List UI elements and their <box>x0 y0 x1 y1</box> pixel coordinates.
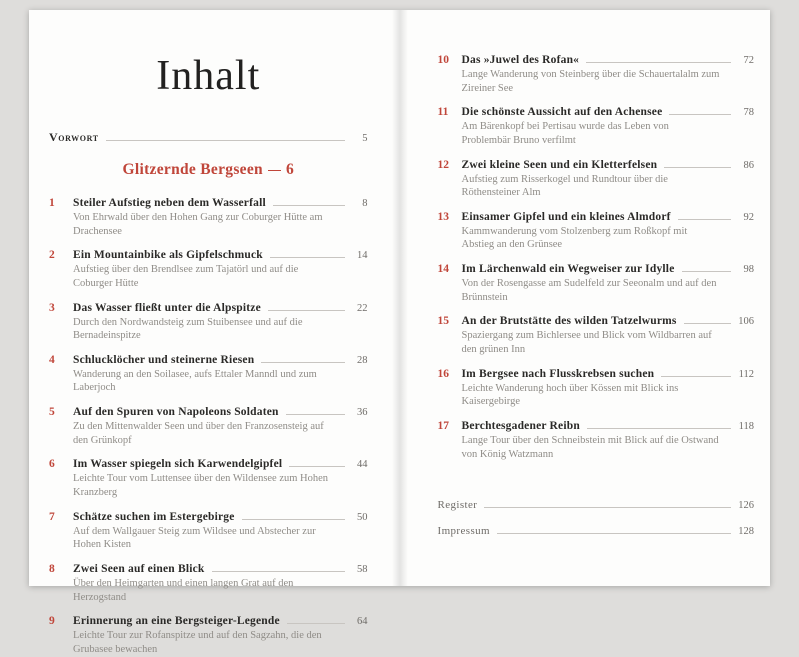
entry-number: 16 <box>437 367 449 380</box>
entry-number: 17 <box>437 419 449 432</box>
section-page: 6 <box>285 161 294 178</box>
entry-title: Auf den Spuren von Napoleons Soldaten <box>73 406 279 419</box>
entry-title: Zwei kleine Seen und ein Kletterfelsen <box>461 158 658 171</box>
entry-head <box>49 458 368 470</box>
toc-entry <box>49 302 368 343</box>
toc-entry <box>438 106 755 147</box>
footer-row <box>438 525 755 537</box>
footer-page: 126 <box>738 500 754 512</box>
toc-entry <box>438 368 755 409</box>
entry-head <box>438 159 755 171</box>
toc-entry <box>438 263 755 304</box>
leader-line <box>586 62 731 63</box>
entry-subtitle: Lange Tour über den Schneibstein mit Blick auf die Ostwand von König Watzmann <box>461 434 719 460</box>
entry-number: 9 <box>49 615 55 628</box>
leader-line <box>497 533 731 534</box>
entry-page: 118 <box>738 420 754 432</box>
entry-title: Einsamer Gipfel und ein kleines Almdorf <box>461 210 671 223</box>
toc-list-left <box>49 197 368 657</box>
entry-number: 7 <box>49 510 55 523</box>
entry-page: 8 <box>362 198 368 209</box>
leader-line <box>273 205 345 206</box>
page-title: Inhalt <box>156 53 261 99</box>
vorwort-label: Vorwort <box>49 130 99 144</box>
footer-row <box>438 499 755 511</box>
leader-line <box>682 271 732 272</box>
entry-number: 11 <box>437 106 449 119</box>
entry-subtitle: Wanderung an den Soilasee, aufs Ettaler Manndl und zum Laberjoch <box>73 368 317 394</box>
leader-line <box>669 114 731 115</box>
footer-label: Register <box>437 499 478 512</box>
leader-line <box>212 571 345 572</box>
entry-subtitle: Leichte Tour vom Luttensee über den Wildensee zum Hohen Kranzberg <box>73 473 329 499</box>
entry-title: Ein Mountainbike als Gipfelschmuck <box>73 249 263 262</box>
leader-line <box>484 507 731 508</box>
entry-title: Das »Juwel des Rofan« <box>461 54 580 66</box>
entry-head <box>49 249 368 261</box>
toc-footer <box>438 499 755 537</box>
toc-list-right <box>438 54 755 461</box>
entry-page: 28 <box>357 354 368 366</box>
left-page <box>29 10 400 655</box>
entry-subtitle: Durch den Nordwandsteig zum Stuibensee und auf die Bernadeinspitze <box>73 316 303 342</box>
entry-page: 50 <box>357 511 368 523</box>
entry-subtitle: Zu den Mittenwalder Seen und über den Franzosensteig auf den Grünkopf <box>73 421 324 446</box>
entry-page: 58 <box>357 563 368 575</box>
entry-number: 1 <box>49 197 55 209</box>
leader-line <box>287 623 345 624</box>
entry-number: 2 <box>49 249 55 262</box>
entry-number: 14 <box>437 263 449 276</box>
entry-number: 12 <box>437 158 449 171</box>
entry-page: 92 <box>743 211 754 223</box>
toc-entry <box>49 615 368 656</box>
entry-title: Schlucklöcher und steinerne Riesen <box>73 353 255 366</box>
entry-page: 86 <box>743 159 754 171</box>
entry-title: Im Wasser spiegeln sich Karwendelgipfel <box>73 458 283 471</box>
entry-number: 8 <box>49 562 55 575</box>
leader-line <box>289 466 344 467</box>
leader-line <box>261 362 344 363</box>
leader-line <box>661 376 731 377</box>
toc-entry <box>49 249 368 290</box>
entry-title: Erinnerung an eine Bergsteiger-Legende <box>73 615 280 628</box>
entry-number: 15 <box>437 315 449 328</box>
leader-line <box>664 167 731 168</box>
entry-head <box>49 406 368 418</box>
section-separator <box>268 170 281 171</box>
section-label: Glitzernde Bergseen <box>122 161 263 178</box>
entry-page: 112 <box>738 368 754 380</box>
entry-subtitle: Aufstieg über den Brendlsee zum Tajatörl und auf die Coburger Hütte <box>73 264 299 289</box>
entry-page: 98 <box>743 264 754 276</box>
leader-line <box>242 519 345 520</box>
entry-title: Das Wasser fließt unter die Alpspitze <box>73 301 261 314</box>
entry-title: Schätze suchen im Estergebirge <box>73 510 235 523</box>
right-page <box>400 10 771 586</box>
entry-head <box>49 615 368 627</box>
entry-number: 13 <box>437 210 449 223</box>
entry-title: Im Bergsee nach Flusskrebsen suchen <box>461 367 655 380</box>
toc-entry <box>49 563 368 604</box>
entry-subtitle: Aufstieg zum Risserkogel und Rundtour über die Röthensteiner Alm <box>461 173 668 199</box>
entry-head <box>438 315 755 327</box>
toc-entry <box>49 197 368 238</box>
footer-label: Impressum <box>437 525 490 538</box>
entry-head <box>438 54 755 66</box>
entry-head <box>49 354 368 366</box>
toc-entry <box>49 458 368 499</box>
leader-line <box>270 257 345 258</box>
entry-head <box>438 368 755 380</box>
entry-subtitle: Lange Wanderung von Steinberg über die Schauertalalm zum Zireiner See <box>461 69 720 94</box>
section-heading <box>49 161 368 179</box>
entry-subtitle: Von Ehrwald über den Hohen Gang zur Coburger Hütte am Drachensee <box>73 212 323 237</box>
toc-entry <box>438 159 755 200</box>
book-spread <box>29 10 770 655</box>
vorwort-page: 5 <box>362 133 368 144</box>
entry-subtitle: Leichte Tour zur Rofanspitze und auf den Sagzahn, die den Grubasee bewachen <box>73 630 322 655</box>
entry-head <box>438 106 755 118</box>
leader-line <box>106 140 345 141</box>
entry-title: Zwei Seen auf einen Blick <box>73 562 205 575</box>
entry-subtitle: Spaziergang zum Bichlersee und Blick vom Wildbarren auf den grünen Inn <box>461 330 712 356</box>
entry-subtitle: Am Bärenkopf bei Pertisau wurde das Leben von Problembär Bruno verfilmt <box>461 121 669 146</box>
entry-number: 3 <box>49 301 55 314</box>
entry-subtitle: Kammwanderung vom Stolzenberg zum Roßkopf mit Abstieg an den Grünsee <box>461 225 688 251</box>
toc-entry <box>438 54 755 95</box>
toc-entry <box>438 420 755 461</box>
entry-page: 106 <box>738 316 754 328</box>
entry-head <box>438 263 755 275</box>
entry-page: 78 <box>743 107 754 119</box>
entry-number: 10 <box>437 54 449 66</box>
entry-title: An der Brutstätte des wilden Tatzelwurms <box>461 315 677 328</box>
leader-line <box>286 414 345 415</box>
entry-number: 4 <box>49 353 55 366</box>
entry-head <box>49 511 368 523</box>
entry-head <box>438 211 755 223</box>
toc-entry <box>49 354 368 395</box>
entry-number: 5 <box>49 406 55 419</box>
footer-page: 128 <box>738 526 754 538</box>
entry-page: 64 <box>357 616 368 628</box>
entry-page: 14 <box>357 250 368 262</box>
entry-page: 44 <box>357 459 368 471</box>
entry-head <box>49 197 368 209</box>
leader-line <box>268 310 345 311</box>
entry-page: 36 <box>357 407 368 419</box>
entry-title: Steiler Aufstieg neben dem Wasserfall <box>73 197 266 209</box>
entry-subtitle: Über den Heimgarten und einen langen Grat auf den Herzogstand <box>73 577 294 603</box>
vorwort-row <box>49 130 368 145</box>
entry-subtitle: Auf dem Wallgauer Steig zum Wildsee und Abstecher zur Hohen Kisten <box>73 525 316 551</box>
entry-number: 6 <box>49 458 55 471</box>
entry-head <box>49 302 368 314</box>
leader-line <box>684 323 731 324</box>
entry-page: 72 <box>743 55 754 66</box>
entry-title: Die schönste Aussicht auf den Achensee <box>461 106 663 119</box>
entry-subtitle: Von der Rosengasse am Sudelfeld zur Seeonalm und auf den Brünnstein <box>461 278 717 303</box>
entry-head <box>49 563 368 575</box>
entry-page: 22 <box>357 302 368 314</box>
leader-line <box>587 428 731 429</box>
toc-entry <box>49 406 368 447</box>
entry-title: Im Lärchenwald ein Wegweiser zur Idylle <box>461 263 675 276</box>
leader-line <box>678 219 731 220</box>
entry-head <box>438 420 755 432</box>
entry-subtitle: Leichte Wanderung hoch über Kössen mit Blick ins Kaisergebirge <box>461 382 679 408</box>
toc-entry <box>49 511 368 552</box>
toc-entry <box>438 315 755 356</box>
toc-entry <box>438 211 755 252</box>
entry-title: Berchtesgadener Reibn <box>461 419 580 432</box>
